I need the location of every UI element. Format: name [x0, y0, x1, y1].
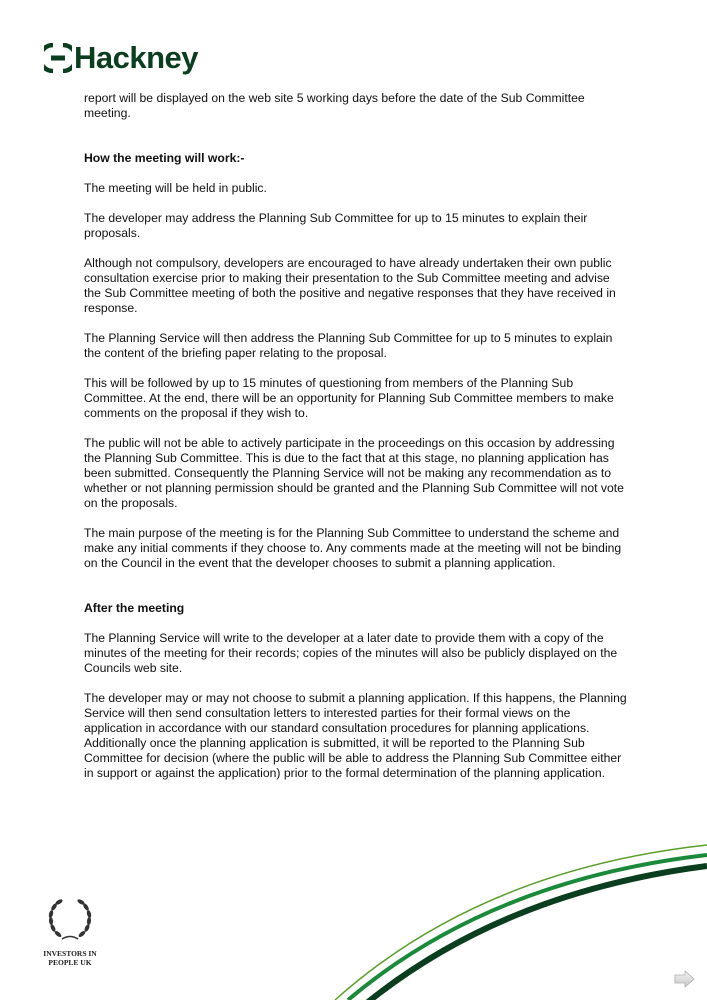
section-heading-how-meeting-works: How the meeting will work:- [84, 151, 245, 165]
iip-line1: INVESTORS IN [43, 949, 97, 958]
paragraph: The Planning Service will write to the developer at a later date to provide them with a copy of the minutes of the meeting for their records; copies of the minutes will also be publicly displayed on the Councils web site. [84, 631, 618, 675]
paragraph: The developer may address the Planning Sub Committee for up to 15 minutes to explain their proposals. [84, 211, 588, 240]
document-body [84, 91, 629, 796]
next-page-arrow-icon[interactable] [674, 970, 696, 988]
intro-paragraph: report will be displayed on the web site 5 working days before the date of the Sub Committee meeting. [84, 91, 585, 120]
paragraph: Although not compulsory, developers are encouraged to have already undertaken their own public consultation exercise prior to making their presentation to the Sub Committee meeting and advise the Sub Committee meeting of both the positive and negative responses that they have received in response. [84, 256, 616, 315]
hackney-logo [44, 42, 198, 73]
iip-line2: PEOPLE UK [48, 958, 92, 967]
investors-in-people-logo [38, 896, 102, 967]
laurel-wreath-icon [45, 896, 95, 944]
paragraph: The public will not be able to actively participate in the proceedings on this occasion by addressing the Planning Sub Committee. This is due to the fact that at this stage, no planning application has been submitted. Consequently the Planning Service will not be making any recommendation as to whether or not planning permission should be granted and the Planning Sub Committee will not vote on the proposals. [84, 436, 624, 510]
paragraph: The developer may or may not choose to submit a planning application. If this happens, the Planning Service will then send consultation letters to interested parties for their formal views on the application in accordance with our standard consultation procedures for planning applications. Additionally once the planning application is submitted, it will be reported to the Planning Sub Committee for decision (where the public will be able to address the Planning Sub Committee either in support or against the application) prior to the formal determination of the planning application. [84, 691, 627, 780]
paragraph: This will be followed by up to 15 minutes of questioning from members of the Planning Sub Committee. At the end, there will be an opportunity for Planning Sub Committee members to make comments on the proposal if they wish to. [84, 376, 614, 420]
decorative-swoosh [330, 830, 707, 1000]
logo-text: Hackney [74, 40, 199, 75]
paragraph: The meeting will be held in public. [84, 181, 267, 195]
paragraph: The main purpose of the meeting is for the Planning Sub Committee to understand the scheme and make any initial comments if they choose to. Any comments made at the meeting will not be binding on the Council in the event that the developer chooses to submit a planning application. [84, 526, 622, 570]
paragraph: The Planning Service will then address the Planning Sub Committee for up to 5 minutes to explain the content of the briefing paper relating to the proposal. [84, 331, 613, 360]
hackney-h-mark-icon [44, 43, 72, 73]
section-heading-after-meeting: After the meeting [84, 601, 185, 615]
